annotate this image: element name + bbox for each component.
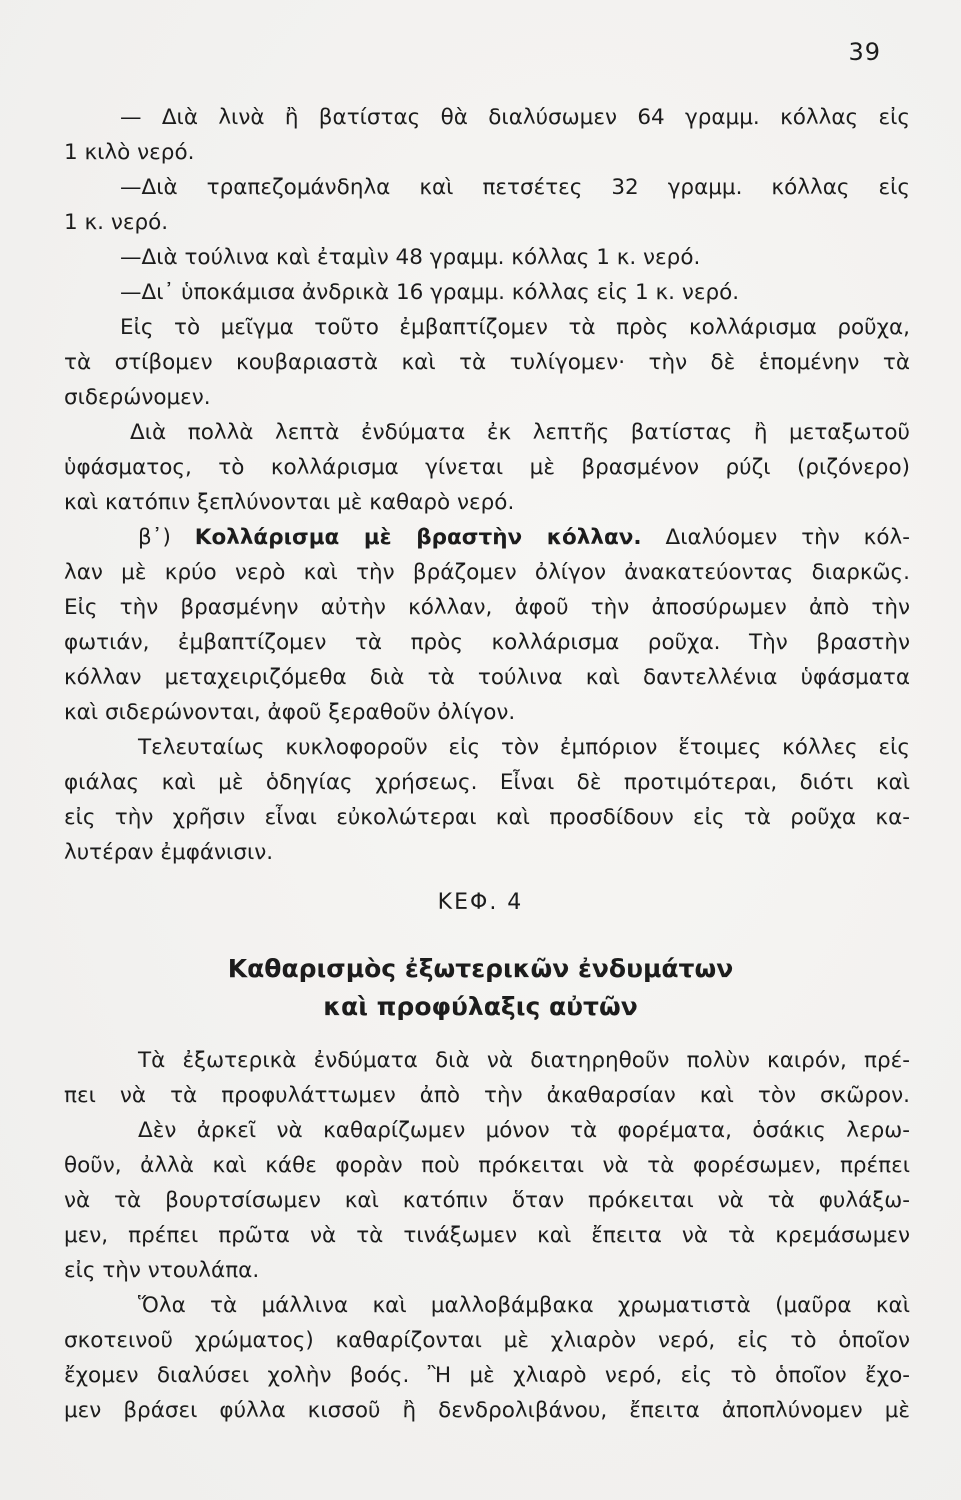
text-line: σιδερώνομεν. bbox=[64, 385, 211, 410]
chapter-title-line-2: καὶ προφύλαξις αὐτῶν bbox=[323, 992, 638, 1021]
top-text-block bbox=[64, 100, 910, 870]
page-number: 39 bbox=[848, 38, 881, 66]
section-b-heading: Κολλάρισμα μὲ βραστὴν κόλλαν. bbox=[194, 525, 642, 550]
text-line: —Διὰ τραπεζομάνδηλα καὶ πετσέτες 32 γραμμ. κόλλας εἰς bbox=[120, 175, 910, 200]
text-line: — Διὰ λινὰ ἢ βατίστας θὰ διαλύσωμεν 64 γραμμ. κόλλας εἰς bbox=[120, 105, 910, 130]
text-line: κόλλαν μεταχειριζόμεθα διὰ τὰ τούλινα καὶ δαντελλένια ὑφάσματα bbox=[64, 665, 910, 690]
text-line: εἰς τὴν χρῆσιν εἶναι εὐκολώτεραι καὶ προσδίδουν εἰς τὰ ροῦχα κα- bbox=[64, 805, 910, 830]
text-line: Τὰ ἐξωτερικὰ ἐνδύματα διὰ νὰ διατηρηθοῦν πολὺν καιρόν, πρέ- bbox=[138, 1048, 910, 1073]
text-line: Εἰς τὸ μεῖγμα τοῦτο ἐμβαπτίζομεν τὰ πρὸς κολλάρισμα ροῦχα, bbox=[120, 315, 910, 340]
text-line: Ὅλα τὰ μάλλινα καὶ μαλλοβάμβακα χρωματιστὰ (μαῦρα καὶ bbox=[138, 1293, 910, 1318]
text-line: Διὰ πολλὰ λεπτὰ ἐνδύματα ἐκ λεπτῆς βατίστας ἢ μεταξωτοῦ bbox=[130, 420, 910, 445]
text-line: φιάλας καὶ μὲ ὁδηγίας χρήσεως. Εἶναι δὲ προτιμότεραι, διότι καὶ bbox=[64, 770, 910, 795]
text-line: πει νὰ τὰ προφυλάττωμεν ἀπὸ τὴν ἀκαθαρσίαν καὶ τὸν σκῶρον. bbox=[64, 1083, 910, 1108]
chapter-title bbox=[0, 950, 961, 1026]
text-line: Τελευταίως κυκλοφοροῦν εἰς τὸν ἐμπόριον ἕτοιμες κόλλες εἰς bbox=[138, 735, 910, 760]
text-line: —Διὰ τούλινα καὶ ἐταμὶν 48 γραμμ. κόλλας 1 κ. νερό. bbox=[120, 245, 701, 270]
bottom-text-block bbox=[64, 1043, 910, 1428]
text-line: Εἰς τὴν βρασμένην αὐτὴν κόλλαν, ἀφοῦ τὴν ἀποσύρωμεν ἀπὸ τὴν bbox=[64, 595, 910, 620]
chapter-title-line-1: Καθαρισμὸς ἐξωτερικῶν ἐνδυμάτων bbox=[227, 954, 734, 983]
text-line: φωτιάν, ἐμβαπτίζομεν τὰ πρὸς κολλάρισμα ροῦχα. Τὴν βραστὴν bbox=[64, 630, 910, 655]
text-line: ἔχομεν διαλύσει χολὴν βοός. Ἢ μὲ χλιαρὸ νερό, εἰς τὸ ὁποῖον ἔχο- bbox=[64, 1363, 910, 1388]
text-line: τὰ στίβομεν κουβαριαστὰ καὶ τὰ τυλίγομεν· τὴν δὲ ἑπομένην τὰ bbox=[64, 350, 910, 375]
text-line: καὶ σιδερώνονται, ἀφοῦ ξεραθοῦν ὀλίγον. bbox=[64, 700, 516, 725]
text-line: μεν βράσει φύλλα κισσοῦ ἢ δενδρολιβάνου, ἔπειτα ἀποπλύνομεν μὲ bbox=[64, 1398, 910, 1423]
text-line: καὶ κατόπιν ξεπλύνονται μὲ καθαρὸ νερό. bbox=[64, 490, 515, 515]
text-line: —Δι᾽ ὑποκάμισα ἀνδρικὰ 16 γραμμ. κόλλας εἰς 1 κ. νερό. bbox=[120, 280, 740, 305]
text-line: μεν, πρέπει πρῶτα νὰ τὰ τινάξωμεν καὶ ἔπειτα νὰ τὰ κρεμάσωμεν bbox=[64, 1223, 910, 1248]
text-line: εἰς τὴν ντουλάπα. bbox=[64, 1258, 260, 1283]
text-line: Δὲν ἀρκεῖ νὰ καθαρίζωμεν μόνον τὰ φορέματα, ὁσάκις λερω- bbox=[138, 1118, 910, 1143]
text-line: λυτέραν ἐμφάνισιν. bbox=[64, 840, 274, 865]
chapter-label: ΚΕΦ. 4 bbox=[437, 890, 524, 915]
text-line: λαν μὲ κρύο νερὸ καὶ τὴν βράζομεν ὀλίγον ἀνακατεύοντας διαρκῶς. bbox=[64, 560, 910, 585]
section-b-line bbox=[64, 520, 910, 555]
text-line: ὑφάσματος, τὸ κολλάρισμα γίνεται μὲ βρασμένον ρύζι (ριζόνερο) bbox=[64, 455, 910, 480]
section-b-label: β᾽) bbox=[138, 525, 171, 550]
text-line: 1 κιλὸ νερό. bbox=[64, 140, 195, 165]
section-b-rest: Διαλύομεν τὴν κόλ- bbox=[665, 525, 910, 550]
text-line: 1 κ. νερό. bbox=[64, 210, 169, 235]
text-line: νὰ τὰ βουρτσίσωμεν καὶ κατόπιν ὅταν πρόκειται νὰ τὰ φυλάξω- bbox=[64, 1188, 910, 1213]
text-line: σκοτεινοῦ χρώματος) καθαρίζονται μὲ χλιαρὸν νερό, εἰς τὸ ὁποῖον bbox=[64, 1328, 910, 1353]
text-line: θοῦν, ἀλλὰ καὶ κάθε φορὰν ποὺ πρόκειται νὰ τὰ φορέσωμεν, πρέπει bbox=[64, 1153, 910, 1178]
